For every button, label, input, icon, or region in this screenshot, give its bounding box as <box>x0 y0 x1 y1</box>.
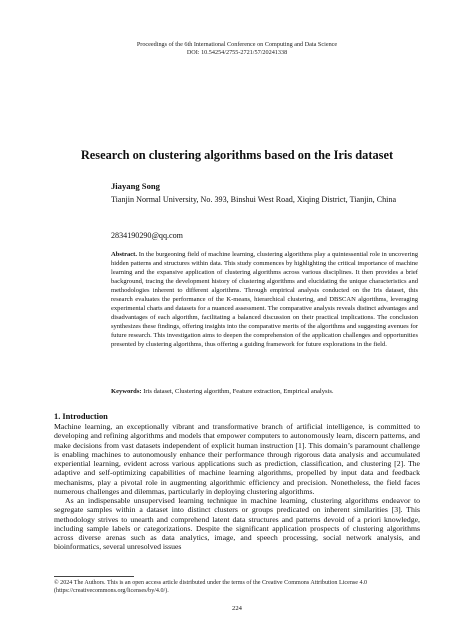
body-paragraph: As an indispensable unsupervised learning technique in machine learning, clustering algorithms endeavor to segregate samples within a dataset into distinct clusters or groups predicated on inherent similarities [3]. This methodology strives to unearth and comprehend latent data structures and patterns devoid of a priori knowledge, including sample labels or categorizations. Despite the significant application prospects of clustering algorithms across diverse arenas such as data analytics, image, and speech processing, social network analysis, and bioinformatics, several unresolved issues <box>54 496 420 552</box>
keywords <box>111 387 418 396</box>
abstract-label: Abstract. <box>111 251 137 258</box>
conference-name: Proceedings of the 6th International Conference on Computing and Data Science <box>136 41 338 48</box>
introduction-body <box>54 422 420 552</box>
abstract-text: In the burgeoning field of machine learning, clustering algorithms play a quintessential role in uncovering hidden patterns and structures within data. This study commences by highlighting the critical importance of machine learning and the expansive application of clustering algorithms across various disciplines. It then provides a brief background, tracing the development history of clustering algorithms and elucidating the unique characteristics and methodologies inherent to different algorithms. Through empirical analysis conducted on the Iris dataset, this research evaluates the performance of the K-means, hierarchical clustering, and DBSCAN algorithms, leveraging experimental charts and datasets for a nuanced assessment. The comparative analysis reveals distinct advantages and disadvantages of each algorithm, facilitating a balanced discussion on their practical implications. The conclusion synthesizes these findings, offering insights into the comparative merits of the algorithms and suggesting avenues for future research. This investigation aims to deepen the comprehension of the application challenges and opportunities presented by clustering algorithms, thus offering a guiding framework for future explorations in the field. <box>111 251 418 348</box>
abstract <box>111 251 418 349</box>
page-number: 224 <box>232 605 242 612</box>
paper-title: Research on clustering algorithms based on the Iris dataset <box>80 148 394 162</box>
keywords-label: Keywords: <box>111 388 142 395</box>
doi: DOI: 10.54254/2755-2721/57/20241338 <box>186 49 288 56</box>
author-name: Jiayang Song <box>111 181 160 191</box>
body-paragraph: Machine learning, an exceptionally vibrant and transformative branch of artificial intelligence, is committed to developing and refining algorithms and models that empower computers to autonomously learn, discern patterns, and make decisions from vast datasets independent of explicit human instruction [1]. This domain’s paramount challenge is enabling machines to autonomously enhance their performance through rigorous data analysis and accumulated experiential learning, evident across various applications such as prediction, classification, and clustering [2]. The adaptive and self-optimizing capabilities of machine learning algorithms, propelled by input data and feedback mechanisms, play a pivotal role in augmenting algorithmic efficiency and precision. Nonetheless, the field faces numerous challenges and dilemmas, particularly in deploying clustering algorithms. <box>54 422 420 496</box>
section-heading: 1. Introduction <box>54 412 108 421</box>
license-footnote: © 2024 The Authors. This is an open access article distributed under the terms of the Creative Commons Attribution License 4.0 (https://creativecommons.org/licenses/by/4.0/). <box>54 580 368 594</box>
keywords-text: Iris dataset, Clustering algorithm, Feature extraction, Empirical analysis. <box>143 388 334 395</box>
footnote-divider <box>54 576 134 577</box>
author-email: 2834190290@qq.com <box>111 231 183 240</box>
running-head <box>0 41 474 57</box>
author-affiliation: Tianjin Normal University, No. 393, Binshui West Road, Xiqing District, Tianjin, China <box>111 195 397 204</box>
